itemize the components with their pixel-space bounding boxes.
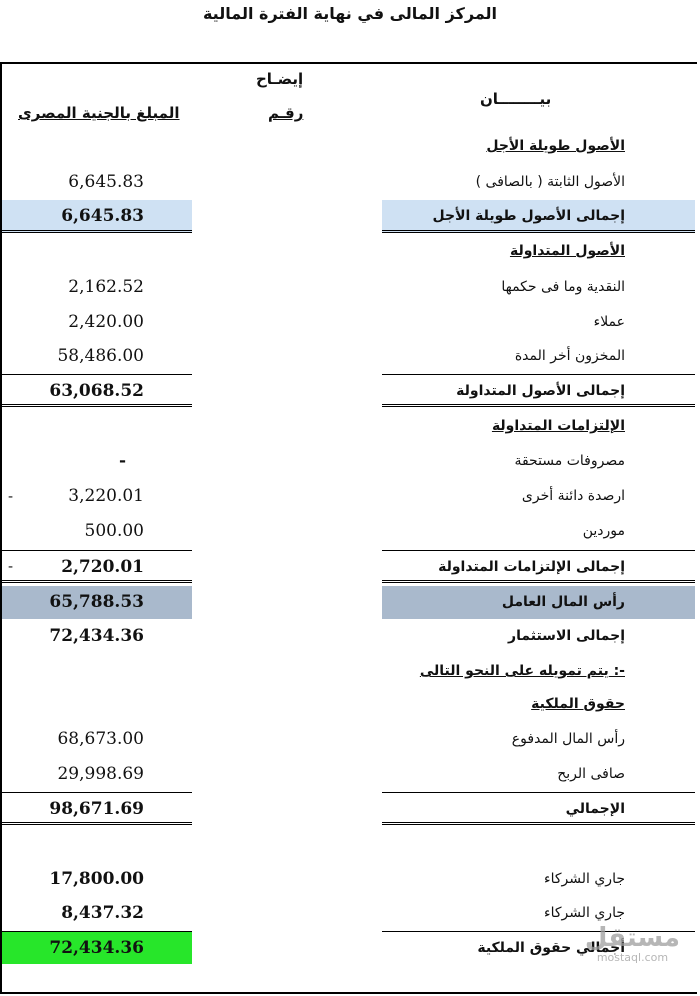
row-amount: 29,998.69 [57,764,144,784]
row-description: إجمالى الإلتزامات المتداولة [382,550,695,583]
watermark-arabic: مستقل [584,923,680,953]
section-header-equity [2,688,697,721]
watermark-latin: mostaql.com [596,951,669,964]
section-header-current-liabilities [2,410,697,443]
amount-column-header: المبلغ بالجنية المصرى [18,104,180,122]
section-header-long-term-assets [2,130,697,163]
total-row-equity [2,792,697,825]
row-description: جاري الشركاء [544,905,625,921]
row-description: رأس المال المدفوع [511,731,625,747]
financing-note-row [2,655,697,688]
row-description: الأصول طويلة الأجل [486,138,625,154]
row-description: إجمالى الأصول المتداولة [382,374,695,407]
row-description: مصروفات مستحقة [514,453,625,469]
row-amount: 63,068.52 [2,374,192,407]
row-amount [2,130,192,163]
row-amount: 2,720.01 [2,550,192,583]
table-row [2,271,697,304]
total-row-long-term-assets [2,200,697,233]
note-column-header-line1: إيضـاح [256,70,304,88]
row-amount [2,235,192,268]
table-row [2,515,697,548]
row-description: رأس المال العامل [382,586,695,619]
row-description: صافى الربح [557,766,625,782]
row-description: إجمالى الاستثمار [508,628,625,644]
table-row [2,723,697,756]
row-amount [2,655,192,688]
row-amount: 500.00 [84,521,144,541]
row-description: النقدية وما فى حكمها [501,279,625,295]
row-description: إجمالى الأصول طويلة الأجل [382,200,695,233]
table-row [2,863,697,896]
sign-marker: - [8,557,14,575]
row-amount: 3,220.01 [68,486,144,506]
row-amount: - [118,451,126,471]
row-amount: 6,645.83 [68,172,144,192]
total-row-current-assets [2,374,697,407]
row-description: الأصول المتداولة [509,243,625,259]
row-description: ارصدة دائنة أخرى [521,488,625,504]
row-amount: 8,437.32 [61,903,144,923]
row-amount: 2,420.00 [68,312,144,332]
table-row [2,480,697,513]
row-description [382,828,695,861]
row-amount: 72,434.36 [49,626,144,646]
row-description: الإلتزامات المتداولة [491,418,625,434]
row-description: حقوق الملكية [531,696,625,712]
row-description: عملاء [593,314,625,330]
row-amount: 65,788.53 [2,586,192,619]
sign-marker: - [8,487,14,505]
table-row [2,166,697,199]
row-amount: 2,162.52 [68,277,144,297]
row-description: موردين [582,523,625,539]
row-amount: 68,673.00 [57,729,144,749]
total-row-current-liabilities [2,550,697,583]
row-description: المخزون أخر المدة [514,348,625,364]
row-description: يتم تمويله على النحو التالى :- [419,663,625,679]
section-header-current-assets [2,235,697,268]
page-title: المركز المالى في نهاية الفترة المالية [202,4,498,23]
total-investment-row [2,620,697,653]
row-description: جاري الشركاء [544,871,625,887]
table-row [2,306,697,339]
row-amount [2,410,192,443]
row-description: الإجمالي [382,792,695,825]
note-column-header-line2: رقـم [268,104,304,122]
row-description: أجمالي حقوق الملكية [382,931,695,964]
row-amount: 58,486.00 [57,346,144,366]
working-capital-row [2,586,697,619]
row-amount [2,688,192,721]
table-row [2,340,697,373]
row-amount: 98,671.69 [2,792,192,825]
row-amount: 17,800.00 [49,869,144,889]
table-row [2,445,697,478]
row-amount: 72,434.36 [2,931,192,964]
empty-row [2,828,697,861]
row-amount: 6,645.83 [2,200,192,233]
row-description: الأصول الثابتة ( بالصافى ) [475,174,625,190]
description-column-header: بيــــــــان [480,90,552,108]
row-amount [2,828,192,861]
mostaql-watermark [585,925,680,964]
table-row [2,758,697,791]
